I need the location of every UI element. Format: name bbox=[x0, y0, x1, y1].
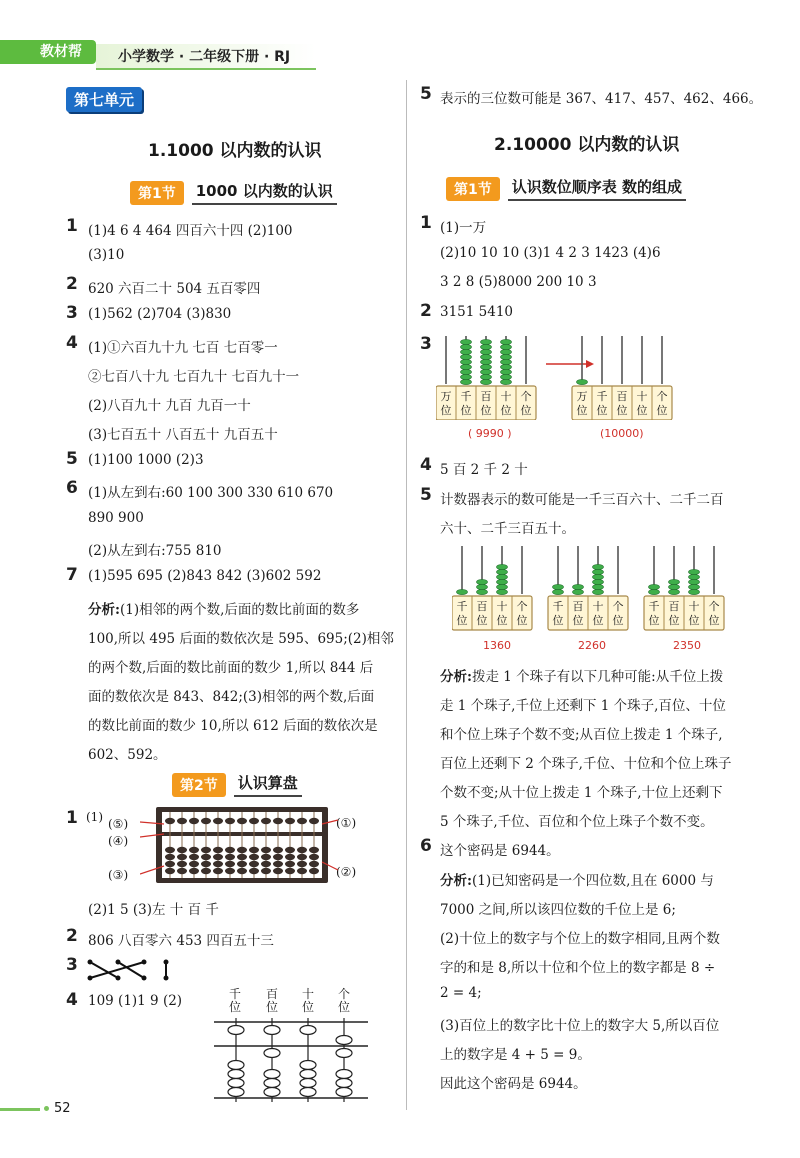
counter-bead bbox=[481, 364, 492, 369]
abacus-lower-bead bbox=[201, 861, 211, 867]
abacus-lower-bead bbox=[297, 868, 307, 874]
r-q6-analysis-5: 2 = 4; bbox=[440, 985, 482, 1001]
abacus-lower-bead bbox=[213, 854, 223, 860]
abacus-drawing-lower-bead bbox=[228, 1070, 244, 1079]
counter-label: 位 bbox=[476, 614, 488, 627]
q4-number: 4 bbox=[66, 333, 78, 353]
s2q1-line2: (2)1 5 (3)左 十 百 千 bbox=[88, 902, 219, 918]
counter-bead bbox=[669, 589, 680, 594]
abacus-lower-bead bbox=[249, 854, 259, 860]
abacus-lower-bead bbox=[309, 854, 319, 860]
abacus-drawing-lower-bead bbox=[228, 1088, 244, 1097]
subsection-2-left bbox=[172, 772, 302, 797]
counter-label: 位 bbox=[552, 614, 564, 627]
counter-bead bbox=[461, 379, 472, 384]
s2q4-col-thousands: 千位 bbox=[228, 987, 241, 1014]
abacus-lower-bead bbox=[165, 847, 175, 853]
subsection-name: 1000 以内数的认识 bbox=[192, 180, 337, 205]
r-q5-analysis-6: 5 个珠子,千位、百位和个位上珠子个数不变。 bbox=[440, 814, 714, 830]
abacus-lower-bead bbox=[213, 847, 223, 853]
r-q6-number: 6 bbox=[420, 836, 432, 856]
counter-label: 位 bbox=[648, 614, 660, 627]
s2q2-number: 2 bbox=[66, 926, 78, 946]
subsection-1-left bbox=[130, 180, 337, 205]
counter-bead bbox=[477, 589, 488, 594]
abacus-callout-3: (③) bbox=[108, 868, 129, 882]
counter-bead bbox=[461, 369, 472, 374]
counter-label: 个 bbox=[708, 600, 720, 613]
counter-bead bbox=[689, 584, 700, 589]
abacus-lower-bead bbox=[285, 861, 295, 867]
counter-label: 十 bbox=[688, 600, 700, 613]
counter-label: 十 bbox=[500, 390, 512, 403]
abacus-lower-bead bbox=[237, 861, 247, 867]
abacus-drawing-lower-bead bbox=[228, 1079, 244, 1088]
abacus-upper-bead bbox=[213, 818, 223, 824]
counter-caption-9990: ( 9990 ) bbox=[468, 427, 512, 440]
counter-bead bbox=[481, 349, 492, 354]
counter-label: 个 bbox=[520, 390, 532, 403]
footer-dot bbox=[44, 1106, 49, 1111]
counter-9990 bbox=[436, 336, 536, 420]
r-q4-line1: 5 百 2 千 2 十 bbox=[440, 462, 528, 478]
r-q6-line1: 这个密码是 6944。 bbox=[440, 843, 560, 859]
r-q5-analysis-3: 和个位上珠子个数不变;从百位上拨走 1 个珠子, bbox=[440, 727, 723, 743]
counter-bead bbox=[497, 589, 508, 594]
q7-analysis-4: 面的数依次是 843、842;(3)相邻的两个数,后面 bbox=[88, 689, 375, 705]
counter-label: 位 bbox=[596, 404, 608, 417]
counter-bead bbox=[593, 574, 604, 579]
counter-bead bbox=[593, 579, 604, 584]
abacus-lower-bead bbox=[237, 854, 247, 860]
counter-label: 位 bbox=[668, 614, 680, 627]
abacus-upper-bead bbox=[201, 818, 211, 824]
counter-bead bbox=[501, 344, 512, 349]
s2q1-part1: (1) bbox=[86, 810, 103, 824]
counter-bead bbox=[573, 584, 584, 589]
abacus-drawing-upper-bead bbox=[300, 1026, 316, 1035]
counter-caption-10000: (10000) bbox=[600, 427, 644, 440]
q7-number: 7 bbox=[66, 565, 78, 585]
abacus-callout-4: (④) bbox=[108, 834, 129, 848]
q4-line2: ②七百八十九 七百九十 七百九十一 bbox=[88, 369, 300, 385]
counter-2260 bbox=[548, 546, 628, 630]
abacus-drawing-lower-bead bbox=[336, 1079, 352, 1088]
abacus-lower-bead bbox=[249, 861, 259, 867]
counter-label: 千 bbox=[552, 600, 564, 613]
abacus-lower-bead bbox=[177, 861, 187, 867]
q1-number: 1 bbox=[66, 216, 78, 236]
counter-bead bbox=[461, 359, 472, 364]
q7-analysis-1: 分析:(1)相邻的两个数,后面的数比前面的数多 bbox=[88, 602, 360, 618]
counter-label: 百 bbox=[572, 600, 584, 613]
counter-label: 位 bbox=[616, 404, 628, 417]
counter-bead bbox=[461, 364, 472, 369]
r-q6-analysis-3: (2)十位上的数字与个位上的数字相同,且两个数 bbox=[440, 931, 720, 947]
q2-line1: 620 六百二十 504 五百零四 bbox=[88, 281, 261, 297]
counter-caption-2350: 2350 bbox=[673, 639, 701, 652]
q4-line3: (2)八百九十 九百 九百一十 bbox=[88, 398, 251, 414]
abacus-lower-bead bbox=[225, 847, 235, 853]
q2-number: 2 bbox=[66, 274, 78, 294]
r-q3-number: 3 bbox=[420, 334, 432, 354]
abacus-drawing-lower-bead bbox=[300, 1088, 316, 1097]
counter-bead bbox=[593, 589, 604, 594]
counter-bead bbox=[689, 579, 700, 584]
subsection-tag: 第2节 bbox=[172, 773, 226, 797]
counter-bead bbox=[457, 589, 468, 594]
counter-bead bbox=[481, 379, 492, 384]
counter-bead bbox=[497, 579, 508, 584]
counter-label: 十 bbox=[592, 600, 604, 613]
abacus-lower-bead bbox=[249, 868, 259, 874]
subsection-1-right bbox=[446, 176, 686, 201]
abacus-drawing-beads bbox=[228, 1018, 352, 1102]
counter-label: 百 bbox=[476, 600, 488, 613]
abacus-lower-bead bbox=[273, 868, 283, 874]
counter-bead bbox=[669, 579, 680, 584]
counter-bead bbox=[481, 369, 492, 374]
abacus-drawing-upper-bead bbox=[228, 1026, 244, 1035]
abacus-upper-bead bbox=[225, 818, 235, 824]
r-q5-analysis-4: 百位上还剩下 2 个珠子,千位、十位和个位上珠子 bbox=[440, 756, 732, 772]
abacus-lower-bead bbox=[189, 868, 199, 874]
abacus-drawing-upper-bead bbox=[264, 1026, 280, 1035]
abacus-callout-5: (⑤) bbox=[108, 817, 129, 831]
subsection-tag: 第1节 bbox=[446, 177, 500, 201]
s2q4-line1: 109 (1)1 9 (2) bbox=[88, 993, 183, 1009]
abacus-drawing-lower-bead bbox=[300, 1061, 316, 1070]
abacus-callout-1: (①) bbox=[336, 816, 357, 830]
abacus-callout-2: (②) bbox=[336, 865, 357, 879]
counter-label: 位 bbox=[456, 614, 468, 627]
s2q4-number: 4 bbox=[66, 990, 78, 1010]
abacus-lower-bead bbox=[201, 847, 211, 853]
counter-bead bbox=[689, 574, 700, 579]
header-title: 小学数学 · 二年级下册 · RJ bbox=[118, 49, 291, 65]
counter-bead bbox=[477, 584, 488, 589]
r-q1-line3: 3 2 8 (5)8000 200 10 3 bbox=[440, 274, 597, 290]
counter-label: 位 bbox=[480, 404, 492, 417]
counters-three bbox=[452, 540, 742, 636]
subsection-tag: 第1节 bbox=[130, 181, 184, 205]
counter-bead bbox=[501, 354, 512, 359]
counter-label: 位 bbox=[656, 404, 668, 417]
counter-bead bbox=[461, 374, 472, 379]
abacus-lower-bead bbox=[165, 854, 175, 860]
abacus-drawing-lower-bead bbox=[264, 1079, 280, 1088]
counter-bead bbox=[649, 584, 660, 589]
abacus-drawing-lower-bead bbox=[264, 1049, 280, 1058]
counter-bead bbox=[669, 584, 680, 589]
unit-badge: 第七单元 bbox=[66, 87, 142, 112]
abacus-lower-bead bbox=[309, 847, 319, 853]
abacus-drawing-lower-bead bbox=[336, 1049, 352, 1058]
abacus-upper-bead bbox=[249, 818, 259, 824]
counter-bead bbox=[501, 374, 512, 379]
abacus-lower-bead bbox=[201, 854, 211, 860]
abacus-lower-bead bbox=[285, 854, 295, 860]
counter-label: 十 bbox=[636, 390, 648, 403]
q6-number: 6 bbox=[66, 478, 78, 498]
abacus-upper-bead bbox=[177, 818, 187, 824]
matching-lines bbox=[86, 958, 176, 982]
counter-9990-to-10000 bbox=[436, 334, 676, 420]
counter-label: 位 bbox=[576, 404, 588, 417]
abacus-upper-bead bbox=[273, 818, 283, 824]
counter-bead bbox=[553, 589, 564, 594]
abacus-upper-bead bbox=[189, 818, 199, 824]
r-q1-number: 1 bbox=[420, 213, 432, 233]
s2q1-number: 1 bbox=[66, 808, 78, 828]
counter-bead bbox=[501, 364, 512, 369]
abacus-drawing-lower-bead bbox=[300, 1070, 316, 1079]
column-divider bbox=[406, 80, 407, 1110]
page-number: 52 bbox=[54, 1101, 71, 1116]
counter-bead bbox=[481, 374, 492, 379]
counter-label: 位 bbox=[496, 614, 508, 627]
s2q3-number: 3 bbox=[66, 955, 78, 975]
abacus-lower-bead bbox=[273, 847, 283, 853]
r-q5-analysis-1: 分析:拨走 1 个珠子有以下几种可能:从千位上拨 bbox=[440, 669, 724, 685]
counter-bead bbox=[461, 344, 472, 349]
r-q5-number-2: 5 bbox=[420, 485, 432, 505]
abacus-lower-bead bbox=[177, 847, 187, 853]
abacus-lower-bead bbox=[249, 847, 259, 853]
s2q4-col-hundreds: 百位 bbox=[265, 987, 278, 1014]
counter-bead bbox=[477, 579, 488, 584]
counter-10000 bbox=[572, 336, 672, 420]
section-title-left: 1.1000 以内数的认识 bbox=[148, 141, 322, 161]
counter-label: 位 bbox=[460, 404, 472, 417]
abacus-lower-bead bbox=[225, 854, 235, 860]
q7-analysis-6: 602、592。 bbox=[88, 747, 167, 763]
counter-bead bbox=[501, 349, 512, 354]
counter-bead bbox=[497, 564, 508, 569]
abacus-lower-bead bbox=[225, 868, 235, 874]
counter-label: 位 bbox=[440, 404, 452, 417]
abacus-drawing-lower-bead bbox=[264, 1088, 280, 1097]
abacus-upper-bead bbox=[261, 818, 271, 824]
counter-bead bbox=[593, 584, 604, 589]
abacus-lower-bead bbox=[273, 854, 283, 860]
counter-bead bbox=[461, 339, 472, 344]
counter-bead bbox=[481, 339, 492, 344]
counter-label: 位 bbox=[688, 614, 700, 627]
abacus-lower-bead bbox=[261, 847, 271, 853]
abacus-drawing-lower-bead bbox=[228, 1061, 244, 1070]
abacus-lower-bead bbox=[273, 861, 283, 867]
counter-bead bbox=[497, 584, 508, 589]
abacus-lower-bead bbox=[213, 868, 223, 874]
counter-bead bbox=[593, 569, 604, 574]
r-q5-number: 5 bbox=[420, 84, 432, 104]
counter-bead bbox=[689, 569, 700, 574]
counter-bead bbox=[461, 349, 472, 354]
q7-line1: (1)595 695 (2)843 842 (3)602 592 bbox=[88, 568, 322, 584]
abacus-lower-bead bbox=[297, 847, 307, 853]
q1-line1: (1)4 6 4 464 四百六十四 (2)100 bbox=[88, 223, 293, 239]
abacus-lower-bead bbox=[237, 868, 247, 874]
abacus-drawing bbox=[214, 1018, 368, 1102]
counter-label: 百 bbox=[668, 600, 680, 613]
subsection-name: 认识算盘 bbox=[234, 772, 302, 797]
s2q4-col-tens: 十位 bbox=[301, 987, 314, 1014]
section-title-right: 2.10000 以内数的认识 bbox=[494, 135, 680, 155]
counter-bead bbox=[553, 584, 564, 589]
counter-label: 个 bbox=[516, 600, 528, 613]
q3-line1: (1)562 (2)704 (3)830 bbox=[88, 306, 232, 322]
counter-bead bbox=[481, 359, 492, 364]
counter-2350 bbox=[644, 546, 724, 630]
header-tag: 教材帮 bbox=[0, 40, 96, 64]
counter-bead bbox=[593, 564, 604, 569]
q4-line4: (3)七百五十 八百五十 九百五十 bbox=[88, 427, 278, 443]
abacus-upper-bead bbox=[237, 818, 247, 824]
counter-label: 位 bbox=[572, 614, 584, 627]
counter-label: 万 bbox=[440, 390, 452, 403]
abacus-lower-bead bbox=[177, 854, 187, 860]
abacus-lower-bead bbox=[309, 861, 319, 867]
r-q1-line2: (2)10 10 10 (3)1 4 2 3 1423 (4)6 bbox=[440, 245, 661, 261]
r-q6-analysis-1: 分析:(1)已知密码是一个四位数,且在 6000 与 bbox=[440, 873, 714, 889]
counter-bead bbox=[649, 589, 660, 594]
r-q6-analysis-8: 因此这个密码是 6944。 bbox=[440, 1076, 587, 1092]
abacus-lower-bead bbox=[165, 861, 175, 867]
counter-label: 位 bbox=[636, 404, 648, 417]
counter-label: 百 bbox=[616, 390, 628, 403]
abacus-lower-bead bbox=[297, 861, 307, 867]
counter-1360 bbox=[452, 546, 532, 630]
subsection-name: 认识数位顺序表 数的组成 bbox=[508, 176, 686, 201]
abacus-lower-bead bbox=[261, 861, 271, 867]
counter-label: 千 bbox=[460, 390, 472, 403]
counter-bead bbox=[689, 589, 700, 594]
abacus-lower-bead bbox=[225, 861, 235, 867]
abacus-lower-bead bbox=[213, 861, 223, 867]
q7-analysis-2: 100,所以 495 后面的数依次是 595、695;(2)相邻 bbox=[88, 631, 394, 647]
abacus-lower-bead bbox=[189, 854, 199, 860]
abacus-lower-bead bbox=[177, 868, 187, 874]
q1-line2: (3)10 bbox=[88, 247, 125, 263]
abacus-drawing-lower-bead bbox=[336, 1088, 352, 1097]
counter-label: 千 bbox=[596, 390, 608, 403]
counter-label: 千 bbox=[456, 600, 468, 613]
q7-analysis-3: 的两个数,后面的数比前面的数少 1,所以 844 后 bbox=[88, 660, 374, 676]
abacus-lower-bead bbox=[261, 868, 271, 874]
r-q5-line1: 表示的三位数可能是 367、417、457、462、466。 bbox=[440, 91, 763, 107]
abacus-lower-bead bbox=[309, 868, 319, 874]
r-q5-line1b: 计数器表示的数可能是一千三百六十、二千二百 bbox=[440, 492, 724, 508]
abacus-lower-bead bbox=[285, 847, 295, 853]
r-q6-analysis-2: 7000 之间,所以该四位数的千位上是 6; bbox=[440, 902, 676, 918]
counter-label: 万 bbox=[576, 390, 588, 403]
abacus-upper-bead bbox=[285, 818, 295, 824]
counter-caption-2260: 2260 bbox=[578, 639, 606, 652]
s2q4-col-ones: 个位 bbox=[337, 987, 350, 1014]
r-q5-analysis-5: 个数不变;从十位上拨走 1 个珠子,十位上还剩下 bbox=[440, 785, 723, 801]
abacus-lower-bead bbox=[237, 847, 247, 853]
abacus-lower-bead bbox=[261, 854, 271, 860]
counter-label: 个 bbox=[612, 600, 624, 613]
q6-line2: 890 900 bbox=[88, 510, 144, 526]
footer-line bbox=[0, 1108, 40, 1111]
q6-line3: (2)从左到右:755 810 bbox=[88, 543, 222, 559]
counter-bead bbox=[501, 339, 512, 344]
counter-label: 位 bbox=[520, 404, 532, 417]
r-q6-analysis-6: (3)百位上的数字比十位上的数字大 5,所以百位 bbox=[440, 1018, 720, 1034]
counter-caption-1360: 1360 bbox=[483, 639, 511, 652]
abacus-lower-bead bbox=[297, 854, 307, 860]
abacus-upper-bead bbox=[309, 818, 319, 824]
q5-number: 5 bbox=[66, 449, 78, 469]
counter-label: 位 bbox=[612, 614, 624, 627]
counter-bead bbox=[481, 344, 492, 349]
r-q5-analysis-2: 走 1 个珠子,千位上还剩下 1 个珠子,百位、十位 bbox=[440, 698, 726, 714]
abacus-lower-bead bbox=[201, 868, 211, 874]
counter-bead bbox=[497, 574, 508, 579]
abacus-upper-bead bbox=[165, 818, 175, 824]
counter-label: 位 bbox=[516, 614, 528, 627]
r-q2-number: 2 bbox=[420, 301, 432, 321]
r-q1-line1: (1)一万 bbox=[440, 220, 487, 236]
counter-label: 位 bbox=[592, 614, 604, 627]
counter-bead bbox=[497, 569, 508, 574]
counter-label: 个 bbox=[656, 390, 668, 403]
abacus-drawing-lower-bead bbox=[336, 1070, 352, 1079]
s2q2-line1: 806 八百零六 453 四百五十三 bbox=[88, 933, 274, 949]
counter-bead bbox=[481, 354, 492, 359]
r-q5-line2: 六十、二千三百五十。 bbox=[440, 521, 575, 537]
counter-bead bbox=[501, 359, 512, 364]
q7-analysis-5: 的数比前面的数少 10,所以 612 后面的数依次是 bbox=[88, 718, 378, 734]
counter-label: 千 bbox=[648, 600, 660, 613]
r-q6-analysis-7: 上的数字是 4 + 5 = 9。 bbox=[440, 1047, 591, 1063]
r-q6-analysis-4: 字的和是 8,所以十位和个位上的数字都是 8 ÷ bbox=[440, 960, 716, 976]
counter-bead bbox=[461, 354, 472, 359]
abacus-drawing-lower-bead bbox=[264, 1070, 280, 1079]
r-q2-line1: 3151 5410 bbox=[440, 304, 514, 320]
counter-bead bbox=[501, 369, 512, 374]
q6-line1: (1)从左到右:60 100 300 330 610 670 bbox=[88, 485, 334, 501]
counter-bead bbox=[501, 379, 512, 384]
abacus-lower-bead bbox=[285, 868, 295, 874]
counter-label: 十 bbox=[496, 600, 508, 613]
q4-line1: (1)①六百九十九 七百 七百零一 bbox=[88, 340, 278, 356]
abacus-drawing-lower-bead bbox=[300, 1079, 316, 1088]
abacus-lower-bead bbox=[189, 861, 199, 867]
abacus-lower-bead bbox=[165, 868, 175, 874]
counter-label: 百 bbox=[480, 390, 492, 403]
abacus-diagram bbox=[140, 804, 340, 886]
counter-bead bbox=[577, 379, 588, 384]
counter-bead bbox=[573, 589, 584, 594]
abacus-lower-bead bbox=[189, 847, 199, 853]
q5-line1: (1)100 1000 (2)3 bbox=[88, 452, 204, 468]
counter-label: 位 bbox=[708, 614, 720, 627]
r-q4-number: 4 bbox=[420, 455, 432, 475]
abacus-drawing-upper-bead bbox=[336, 1036, 352, 1045]
abacus-upper-bead bbox=[297, 818, 307, 824]
counter-label: 位 bbox=[500, 404, 512, 417]
q3-number: 3 bbox=[66, 303, 78, 323]
